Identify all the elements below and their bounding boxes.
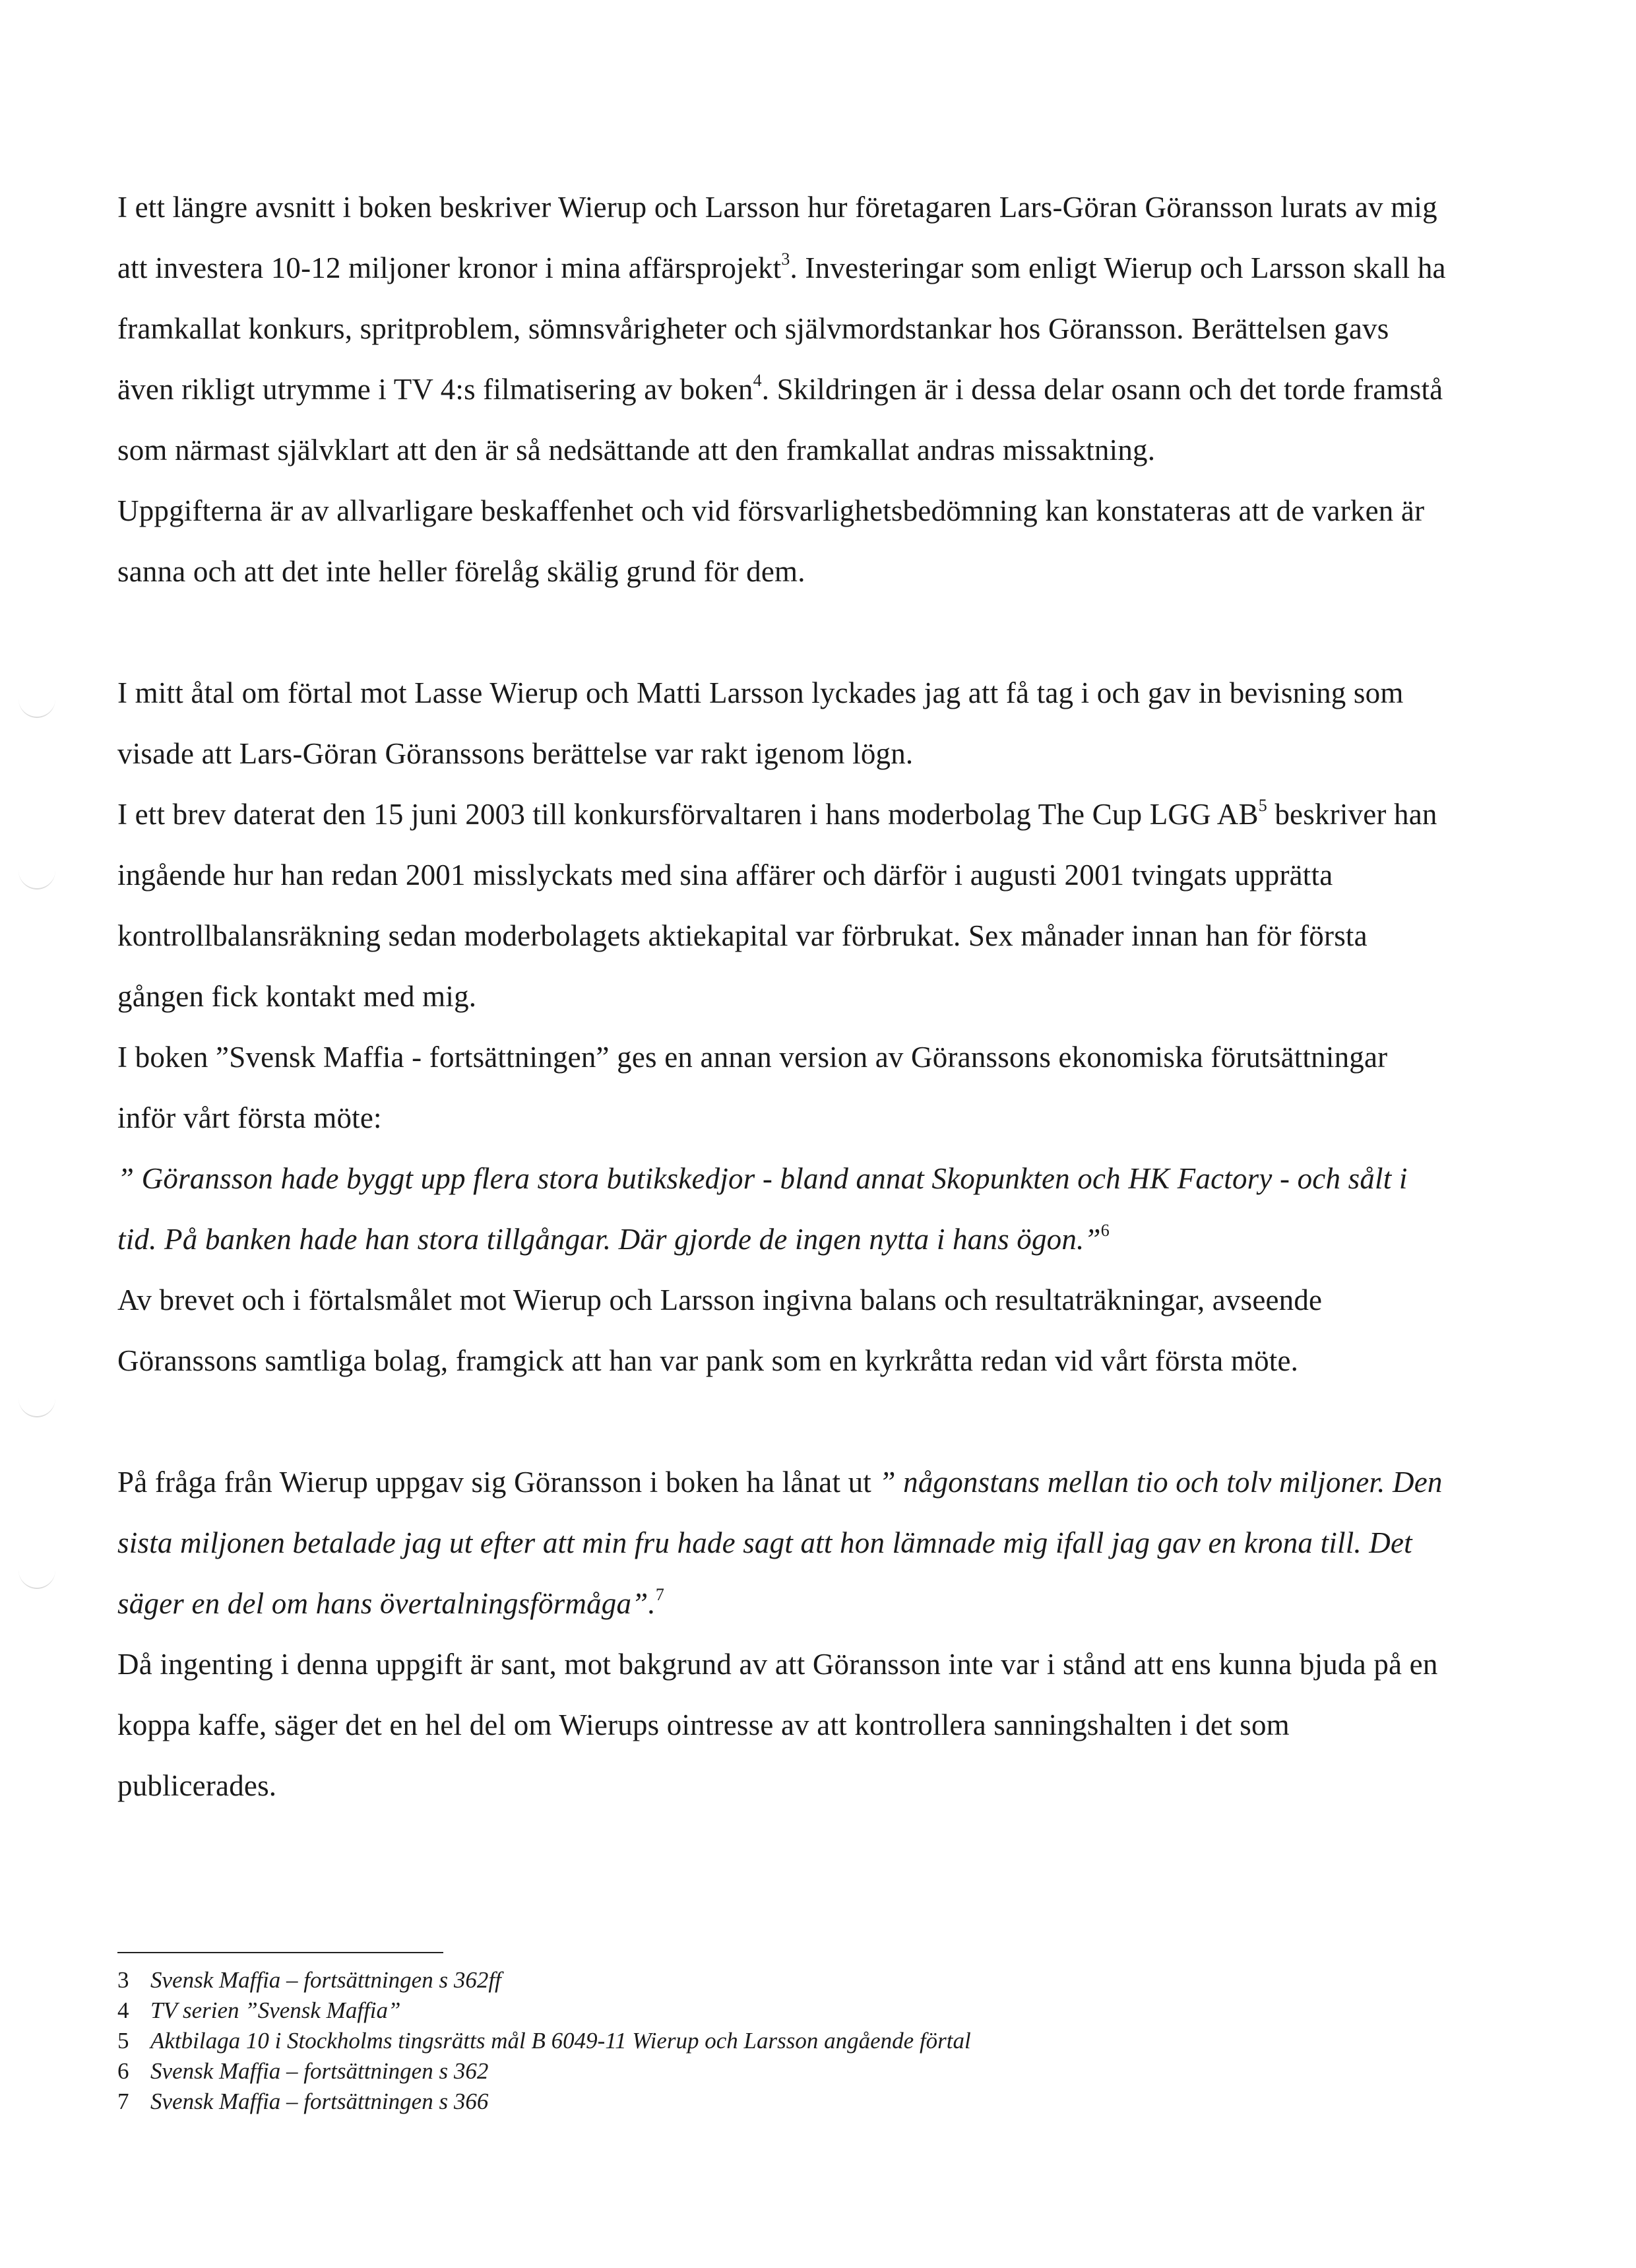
block-quote: ” Göransson hade byggt upp flera stora butikskedjor - bland annat Skopunkten och HK Factory - och sålt i tid. På banken hade han stora tillgångar. Där gjorde de ingen nytta i hans ögon.”$^6$: [117, 1162, 1408, 1256]
footnote-text: Svensk Maffia – fortsättningen s 362ff: [150, 1967, 501, 1993]
footnotes: [117, 1965, 1437, 2117]
footnote-ref: 3: [781, 249, 790, 269]
paragraph-7: På fråga från Wierup uppgav sig Göransson i boken ha lånat ut ” någonstans mellan tio och tolv miljoner. Den sista miljonen betalade jag ut efter att min fru hade sagt att hon lämnade mig ifall jag gav en krona till. Det säger en del om hans övertalningsförmåga”.$^7$: [117, 1466, 1443, 1620]
footnote-item: [117, 2056, 1437, 2087]
footnote-text: Aktbilaga 10 i Stockholms tingsrätts mål B 6049-11 Wierup och Larsson angående förtal: [150, 2028, 971, 2054]
footnote-number: 6: [117, 2058, 129, 2084]
paragraph-2: Uppgifterna är av allvarligare beskaffenhet och vid försvarlighetsbedömning kan konstateras att de varken är sanna och att det inte heller förelåg skälig grund för dem.: [117, 494, 1425, 588]
body-text: [117, 177, 1450, 1816]
footnote-ref: 5: [1258, 796, 1267, 815]
footnote-item: [117, 1965, 1437, 1995]
punch-hole-mark: [18, 1379, 55, 1417]
paragraph-4: I ett brev daterat den 15 juni 2003 till konkursförvaltaren i hans moderbolag The Cup LGG AB$^5$ beskriver han ingående hur han redan 2001 misslyckats med sina affärer och därför i augusti 2001 tvingats upprätta kontrollbalansräkning sedan moderbolagets aktiekapital var förbrukat. Sex månader innan han för första gången fick kontakt med mig.: [117, 796, 1437, 1013]
punch-hole-mark: [18, 1551, 55, 1589]
footnote-number: 7: [117, 2089, 129, 2114]
footnote-text: Svensk Maffia – fortsättningen s 366: [150, 2089, 489, 2114]
footnote-ref: 7: [655, 1585, 665, 1604]
footnote-item: [117, 2087, 1437, 2117]
inline-quote: ” någonstans mellan tio och tolv miljoner. Den sista miljonen betalade jag ut efter att min fru hade sagt att hon lämnade mig ifall jag gav en krona till. Det säger en del om hans övertalningsförmåga”.: [117, 1466, 1443, 1620]
footnote-number: 3: [117, 1967, 129, 1993]
punch-hole-mark: [18, 680, 55, 718]
footnote-item: [117, 1995, 1437, 2026]
footnote-text: TV serien ”Svensk Maffia”: [150, 1997, 401, 2023]
paragraph-5: I boken ”Svensk Maffia - fortsättningen” ges en annan version av Göranssons ekonomiska förutsättningar inför vårt första möte:: [117, 1041, 1388, 1134]
footnote-item: [117, 2026, 1437, 2056]
footnote-ref: 4: [753, 371, 762, 390]
footnote-separator: [117, 1952, 443, 1953]
paragraph-6: Av brevet och i förtalsmålet mot Wierup och Larsson ingivna balans och resultaträkningar, avseende Göranssons samtliga bolag, framgick att han var pank som en kyrkråtta redan vid vårt första möte.: [117, 1283, 1323, 1377]
footnote-ref: 6: [1100, 1221, 1110, 1240]
paragraph-8: Då ingenting i denna uppgift är sant, mot bakgrund av att Göransson inte var i stånd att ens kunna bjuda på en koppa kaffe, säger det en hel del om Wierups ointresse av att kontrollera sanningshalten i det som publicerades.: [117, 1648, 1438, 1802]
paragraph-3: I mitt åtal om förtal mot Lasse Wierup och Matti Larsson lyckades jag att få tag i och gav in bevisning som visade att Lars-Göran Göranssons berättelse var rakt igenom lögn.: [117, 676, 1404, 770]
footnote-text: Svensk Maffia – fortsättningen s 362: [150, 2058, 489, 2084]
footnote-number: 5: [117, 2028, 129, 2054]
paragraph-1: I ett längre avsnitt i boken beskriver Wierup och Larsson hur företagaren Lars-Göran Göransson lurats av mig att investera 10-12 miljoner kronor i mina affärsprojekt$^3$. Investeringar som enligt Wierup och Larsson skall ha framkallat konkurs, spritproblem, sömnsvårigheter och självmordstankar hos Göransson. Berättelsen gavs även rikligt utrymme i TV 4:s filmatisering av boken$^4$. Skildringen är i dessa delar osann och det torde framstå som närmast självklart att den är så nedsättande att den framkallat andras missaktning.: [117, 191, 1446, 467]
footnote-number: 4: [117, 1997, 129, 2023]
punch-hole-mark: [18, 851, 55, 890]
